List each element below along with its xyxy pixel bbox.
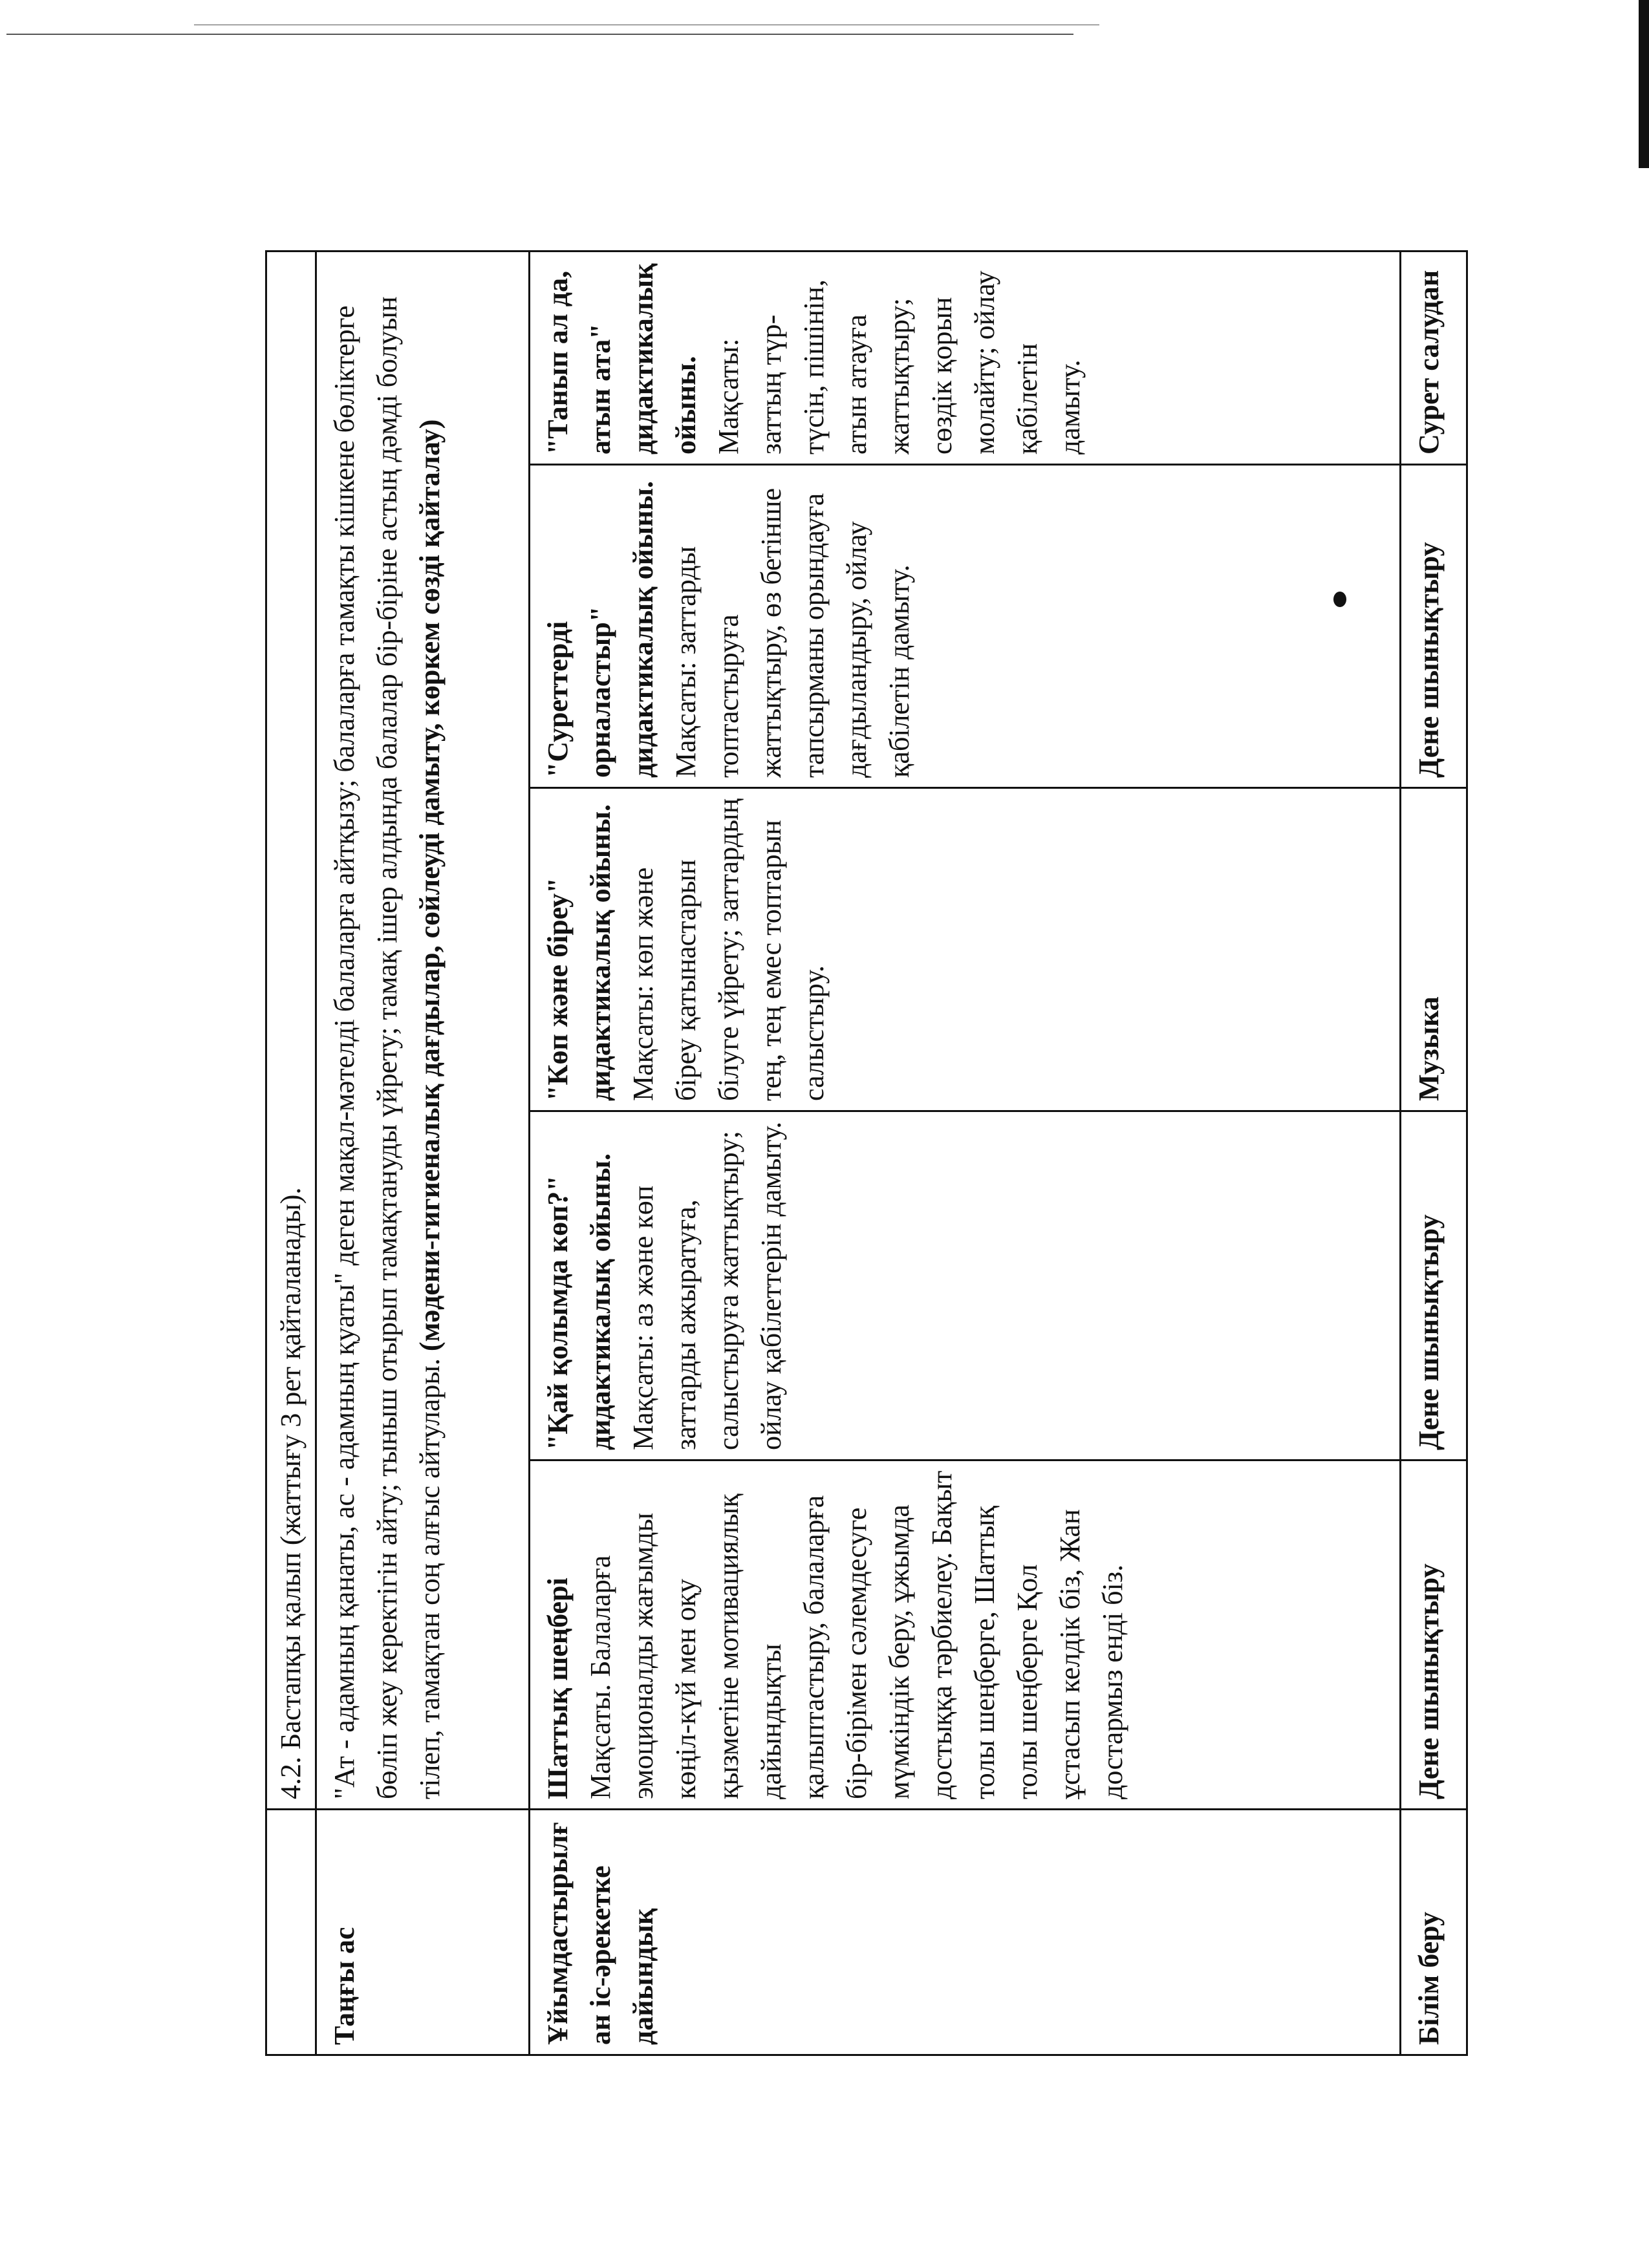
activity-body: Мақсаты: заттарды топтастыруға жаттықтыру, өз бетінше тапсырманы орындауға дағдыландыру, ойлау қабілетін дамыту. — [670, 487, 915, 778]
activity-title: "Танып ал да, атын ата" дидактикалық ойыны. — [542, 263, 702, 455]
education-cell-4: Дене шынықтыру — [1401, 465, 1467, 788]
education-label: Білім беру — [1401, 1810, 1467, 2055]
scan-artifact-line — [6, 34, 1073, 35]
education-cell-1: Дене шынықтыру — [1401, 1460, 1467, 1810]
education-cell-3: Музыка — [1401, 788, 1467, 1111]
preparation-label: Ұйымдастырылған іс-әрекетке дайындық — [530, 1810, 1401, 2055]
breakfast-skills-note: (мәдени-гигиеналық дағдылар, сөйлеуді дамыту, көркем сөзді қайталау) — [414, 419, 446, 1351]
empty-label-cell — [266, 1810, 316, 2055]
schedule-table — [265, 250, 1468, 2056]
breakfast-text: "Ат - адамның қанаты, ас - адамның қуаты" деген мақал-мәтелді балаларға айтқызу; балаларға тамақты кішкене бөліктерге бөліп жеу керектігін айту; тыныш отырып тамақтануды үйрету; тамақ ішер алдында балалар бір-біріне астың дәмді болуын тілеп, тамақтан соң алғыс айтулары. — [329, 296, 446, 1799]
schedule-table-rotated — [265, 252, 1468, 2056]
preparation-cell-1 — [530, 1460, 1401, 1810]
table-row — [530, 251, 1401, 2055]
table-row — [1401, 251, 1467, 2055]
preparation-cell-4 — [530, 465, 1401, 788]
education-cell-2: Дене шынықтыру — [1401, 1111, 1467, 1460]
table-row — [316, 251, 530, 2055]
activity-title: "Суреттерді орналастыр" дидактикалық ойыны. — [542, 480, 659, 778]
scan-artifact-edge — [1639, 0, 1649, 168]
preparation-cell-5 — [530, 251, 1401, 464]
activity-body: Мақсаты: көп және біреу қатынастарын білуге үйрету; заттардың тең, тең емес топтарын салыстыру. — [627, 798, 830, 1101]
breakfast-text-cell — [316, 251, 530, 1809]
table-row — [266, 251, 316, 2055]
activity-body: Мақсаты: аз және көп заттарды ажыратуға, салыстыруға жаттықтыру; ойлау қабілеттерін дамыту. — [627, 1121, 787, 1450]
activity-title: Шаттық шеңбері — [542, 1578, 574, 1799]
activity-body: Мақсаты. Балаларға эмоционалды жағымды көңіл-күй мен оқу қызметіне мотивациялық дайындықты қалыптастыру, балаларға бір-бірімен сәлемдесуге мүмкіндік беру, ұжымда достыққа тәрбиелеу. Бақыт толы шеңберге, Шаттық толы шеңберге Қол ұстасып келдік біз, Жан достармыз енді біз. — [585, 1470, 1128, 1799]
activity-body: Мақсаты: заттың түр-түсін, пішінін, атын атауға жаттықтыру; сөздік қорын молайту; ойлау қабілетін дамыту. — [713, 270, 1086, 455]
activity-title: "Көп және біреу" дидактикалық ойыны. — [542, 804, 616, 1101]
breakfast-label: Таңғы ас — [316, 1810, 530, 2055]
preparation-cell-3 — [530, 788, 1401, 1111]
activity-title: "Қай қолымда көп?" дидактикалық ойыны. — [542, 1153, 616, 1450]
repeat-note-cell: 4.2. Бастапқы қалып (жаттығу 3 рет қайталанады). — [266, 251, 316, 1809]
education-cell-5: Сурет салудан — [1401, 251, 1467, 464]
preparation-cell-2 — [530, 1111, 1401, 1460]
